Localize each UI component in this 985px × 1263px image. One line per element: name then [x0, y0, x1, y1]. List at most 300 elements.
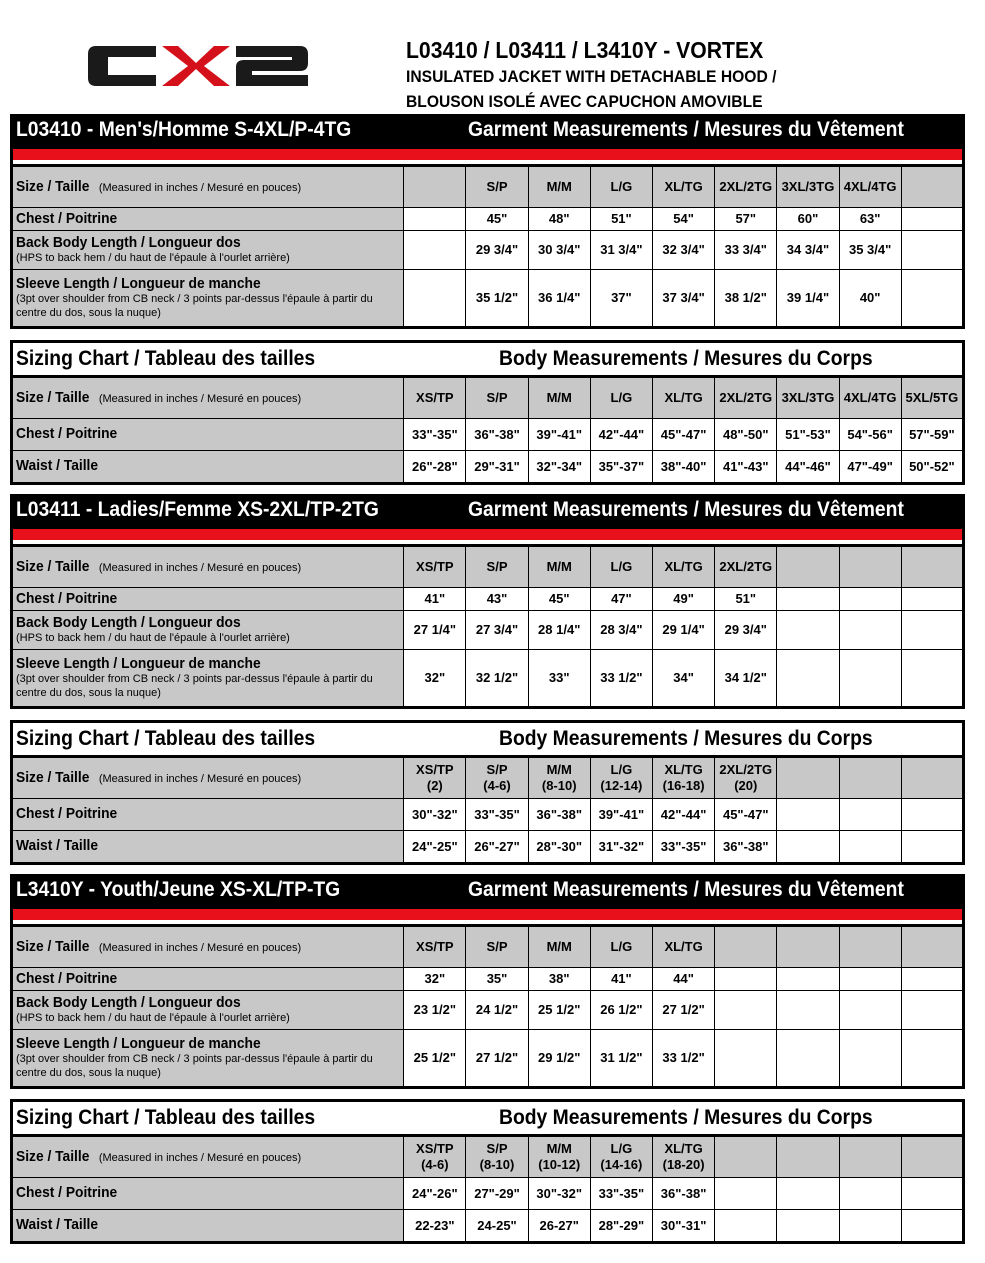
value-cell: 29 1/2" [528, 1030, 590, 1088]
value-cell: 38" [528, 968, 590, 991]
value-cell [777, 588, 839, 611]
size-header-cell: XS/TP [404, 377, 466, 419]
sizing-chart-title-bar [10, 720, 965, 755]
value-cell: 30 3/4" [528, 231, 590, 270]
size-header-cell [466, 1136, 528, 1178]
section-title-bar [10, 114, 965, 149]
value-cell: 45"-47" [652, 419, 714, 451]
value-cell: 30"-32" [404, 799, 466, 831]
value-cell: 26"-27" [466, 831, 528, 864]
back-length-row [12, 611, 964, 650]
value-cell: 49" [652, 588, 714, 611]
row-label-main: Size / Taille [16, 937, 90, 955]
size-header-cell: XS/TP [404, 926, 466, 968]
red-divider [10, 529, 965, 540]
cx2-logo [86, 41, 312, 91]
value-cell: 33 1/2" [652, 1030, 714, 1088]
row-label [12, 1030, 404, 1088]
row-label-note: (Measured in inches / Mesuré en pouces) [98, 392, 302, 405]
value-cell: 24-25" [466, 1210, 528, 1243]
value-cell: 38 1/2" [715, 270, 777, 328]
size-header-cell: 2XL/2TG [715, 166, 777, 208]
size-header-cell [652, 1136, 714, 1178]
value-cell: 28 1/4" [528, 611, 590, 650]
document-header [406, 36, 776, 114]
size-row [12, 1136, 964, 1178]
value-cell: 26 1/2" [590, 991, 652, 1030]
value-cell: 45"-47" [715, 799, 777, 831]
men-garment-section [10, 114, 965, 329]
size-header-cell: M/M [528, 546, 590, 588]
value-cell: 33"-35" [466, 799, 528, 831]
value-cell [839, 1178, 901, 1210]
value-cell: 33" [528, 650, 590, 708]
size-age: (18-20) [662, 1157, 705, 1172]
body-measurements-heading: Body Measurements / Mesures du Corps [499, 1106, 873, 1129]
value-cell [839, 650, 901, 708]
size-header-cell: S/P [466, 377, 528, 419]
value-cell [404, 270, 466, 328]
value-cell: 39"-41" [528, 419, 590, 451]
value-cell: 29 1/4" [652, 611, 714, 650]
value-cell: 25 1/2" [404, 1030, 466, 1088]
body-table [10, 1134, 965, 1244]
row-label-note: (Measured in inches / Mesuré en pouces) [98, 181, 302, 194]
value-cell: 48" [528, 208, 590, 231]
value-cell: 33"-35" [404, 419, 466, 451]
red-divider [10, 909, 965, 920]
size-label: L/G [610, 1141, 633, 1156]
row-label [12, 991, 404, 1030]
youth-garment-section [10, 874, 965, 1089]
size-header-cell: 5XL/5TG [901, 377, 963, 419]
size-header-cell [839, 546, 901, 588]
value-cell: 24"-25" [404, 831, 466, 864]
value-cell: 27 1/2" [466, 1030, 528, 1088]
value-cell: 23 1/2" [404, 991, 466, 1030]
row-label [12, 208, 404, 231]
value-cell: 36"-38" [528, 799, 590, 831]
row-label-note: (Measured in inches / Mesuré en pouces) [98, 941, 302, 954]
value-cell: 33 3/4" [715, 231, 777, 270]
value-cell: 41"-43" [715, 451, 777, 484]
value-cell: 44" [652, 968, 714, 991]
sizing-chart-heading: Sizing Chart / Tableau des tailles [16, 727, 316, 750]
value-cell: 63" [839, 208, 901, 231]
garment-measurements-heading: Garment Measurements / Mesures du Vêtement [468, 498, 904, 521]
back-length-row [12, 231, 964, 270]
size-header-cell: L/G [590, 166, 652, 208]
value-cell: 31"-32" [590, 831, 652, 864]
value-cell [901, 208, 963, 231]
value-cell [777, 1030, 839, 1088]
garment-table [10, 544, 965, 709]
row-label [12, 757, 404, 799]
row-label-main: Sleeve Length / Longueur de manche [16, 654, 261, 672]
value-cell: 41" [590, 968, 652, 991]
value-cell: 28"-30" [528, 831, 590, 864]
value-cell: 27 1/4" [404, 611, 466, 650]
value-cell: 29"-31" [466, 451, 528, 484]
section-title: L03410 - Men's/Homme S-4XL/P-4TG [16, 118, 352, 141]
value-cell: 40" [839, 270, 901, 328]
value-cell: 33"-35" [590, 1178, 652, 1210]
size-header-cell [901, 926, 963, 968]
row-label-main: Sleeve Length / Longueur de manche [16, 1034, 261, 1052]
value-cell [839, 799, 901, 831]
row-label [12, 546, 404, 588]
garment-table [10, 164, 965, 329]
size-header-cell: S/P [466, 926, 528, 968]
size-header-cell [466, 757, 528, 799]
value-cell: 47"-49" [839, 451, 901, 484]
row-label [12, 231, 404, 270]
size-header-cell: XL/TG [652, 377, 714, 419]
row-label [12, 451, 404, 484]
size-header-cell [901, 166, 963, 208]
value-cell [715, 1210, 777, 1243]
row-label-main: Size / Taille [16, 1147, 90, 1165]
size-header-cell [901, 757, 963, 799]
ladies-body-section [10, 720, 965, 865]
value-cell: 34" [652, 650, 714, 708]
size-label: XS/TP [416, 1141, 454, 1156]
row-label-main: Back Body Length / Longueur dos [16, 993, 241, 1011]
value-cell [839, 831, 901, 864]
value-cell: 34 3/4" [777, 231, 839, 270]
size-header-cell: XL/TG [652, 926, 714, 968]
size-age: (4-6) [483, 778, 511, 793]
waist-row [12, 1210, 964, 1243]
size-header-cell [528, 1136, 590, 1178]
value-cell: 42"-44" [652, 799, 714, 831]
value-cell [777, 1210, 839, 1243]
value-cell: 51" [715, 588, 777, 611]
value-cell: 48"-50" [715, 419, 777, 451]
row-label-note: (Measured in inches / Mesuré en pouces) [98, 561, 302, 574]
size-row [12, 377, 964, 419]
value-cell: 36 1/4" [528, 270, 590, 328]
body-measurements-heading: Body Measurements / Mesures du Corps [499, 727, 873, 750]
size-header-cell: M/M [528, 926, 590, 968]
value-cell [901, 991, 963, 1030]
size-label: M/M [546, 762, 572, 777]
row-label-main: Chest / Poitrine [16, 805, 118, 822]
row-label [12, 1178, 404, 1210]
row-label-main: Back Body Length / Longueur dos [16, 233, 241, 251]
size-label: XL/TG [664, 762, 703, 777]
garment-table [10, 924, 965, 1089]
value-cell: 54"-56" [839, 419, 901, 451]
row-label-note: (Measured in inches / Mesuré en pouces) [98, 772, 302, 785]
size-header-cell: M/M [528, 377, 590, 419]
value-cell: 44"-46" [777, 451, 839, 484]
value-cell: 28"-29" [590, 1210, 652, 1243]
value-cell [777, 650, 839, 708]
chest-row [12, 968, 964, 991]
row-label-note: (3pt over shoulder from CB neck / 3 points par-dessus l'épaule à partir du centre du dos, sous la nuque) [16, 292, 373, 319]
value-cell: 27 1/2" [652, 991, 714, 1030]
row-label-note: (3pt over shoulder from CB neck / 3 points par-dessus l'épaule à partir du centre du dos, sous la nuque) [16, 672, 373, 699]
row-label [12, 419, 404, 451]
value-cell: 36"-38" [715, 831, 777, 864]
chest-row [12, 799, 964, 831]
value-cell [901, 611, 963, 650]
row-label [12, 611, 404, 650]
value-cell: 33 1/2" [590, 650, 652, 708]
chest-row [12, 208, 964, 231]
value-cell [901, 831, 963, 864]
value-cell [777, 611, 839, 650]
size-header-cell [404, 166, 466, 208]
waist-row [12, 451, 964, 484]
row-label-main: Waist / Taille [16, 1216, 99, 1233]
value-cell [901, 968, 963, 991]
row-label [12, 1210, 404, 1243]
value-cell: 30"-32" [528, 1178, 590, 1210]
row-label-main: Size / Taille [16, 177, 90, 195]
row-label-main: Chest / Poitrine [16, 425, 118, 442]
back-length-row [12, 991, 964, 1030]
value-cell [839, 991, 901, 1030]
value-cell: 31 3/4" [590, 231, 652, 270]
document-subtitle-fr: BLOUSON ISOLÉ AVEC CAPUCHON AMOVIBLE [406, 92, 763, 111]
value-cell: 43" [466, 588, 528, 611]
value-cell: 25 1/2" [528, 991, 590, 1030]
size-label: M/M [546, 1141, 572, 1156]
size-header-cell: XS/TP [404, 546, 466, 588]
value-cell: 57" [715, 208, 777, 231]
value-cell [715, 991, 777, 1030]
size-header-cell: 3XL/3TG [777, 377, 839, 419]
value-cell [901, 650, 963, 708]
value-cell: 50"-52" [901, 451, 963, 484]
chest-row [12, 588, 964, 611]
sizing-chart-heading: Sizing Chart / Tableau des tailles [16, 347, 316, 370]
row-label-main: Sleeve Length / Longueur de manche [16, 274, 261, 292]
value-cell [715, 1030, 777, 1088]
waist-row [12, 831, 964, 864]
value-cell: 31 1/2" [590, 1030, 652, 1088]
size-label: XS/TP [416, 762, 454, 777]
value-cell [901, 270, 963, 328]
value-cell: 24"-26" [404, 1178, 466, 1210]
size-age: (8-10) [541, 778, 577, 793]
value-cell: 35" [466, 968, 528, 991]
size-label: 2XL/2TG [719, 762, 773, 777]
men-body-section [10, 340, 965, 485]
value-cell: 34 1/2" [715, 650, 777, 708]
value-cell: 51"-53" [777, 419, 839, 451]
size-header-cell [590, 757, 652, 799]
row-label-main: Waist / Taille [16, 837, 99, 854]
value-cell: 35"-37" [590, 451, 652, 484]
value-cell [777, 1178, 839, 1210]
value-cell [777, 799, 839, 831]
value-cell: 45" [528, 588, 590, 611]
value-cell: 54" [652, 208, 714, 231]
value-cell: 37 3/4" [652, 270, 714, 328]
size-age: (8-10) [479, 1157, 515, 1172]
row-label [12, 588, 404, 611]
size-label: S/P [486, 762, 508, 777]
value-cell: 26"-28" [404, 451, 466, 484]
value-cell: 41" [404, 588, 466, 611]
row-label [12, 166, 404, 208]
size-header-cell: 2XL/2TG [715, 377, 777, 419]
row-label-main: Size / Taille [16, 557, 90, 575]
size-row [12, 546, 964, 588]
value-cell [901, 799, 963, 831]
row-label-note: (HPS to back hem / du haut de l'épaule à l'ourlet arrière) [16, 631, 290, 644]
size-row [12, 166, 964, 208]
size-label: XL/TG [664, 1141, 703, 1156]
size-header-cell: L/G [590, 546, 652, 588]
value-cell: 60" [777, 208, 839, 231]
value-cell: 28 3/4" [590, 611, 652, 650]
value-cell: 36"-38" [652, 1178, 714, 1210]
value-cell: 30"-31" [652, 1210, 714, 1243]
size-header-cell [590, 1136, 652, 1178]
size-header-cell: XL/TG [652, 166, 714, 208]
value-cell: 36"-38" [466, 419, 528, 451]
value-cell: 22-23" [404, 1210, 466, 1243]
size-header-cell: 2XL/2TG [715, 546, 777, 588]
row-label-note: (HPS to back hem / du haut de l'épaule à l'ourlet arrière) [16, 251, 290, 264]
row-label [12, 799, 404, 831]
row-label-main: Size / Taille [16, 388, 90, 406]
size-age: (4-6) [421, 1157, 449, 1172]
value-cell: 32" [404, 650, 466, 708]
size-header-cell: S/P [466, 166, 528, 208]
value-cell [404, 208, 466, 231]
size-age: (12-14) [600, 778, 643, 793]
size-header-cell [839, 757, 901, 799]
value-cell: 29 3/4" [466, 231, 528, 270]
value-cell: 24 1/2" [466, 991, 528, 1030]
size-header-cell [404, 1136, 466, 1178]
value-cell [901, 588, 963, 611]
section-title: L3410Y - Youth/Jeune XS-XL/TP-TG [16, 878, 341, 901]
value-cell [715, 968, 777, 991]
row-label-main: Chest / Poitrine [16, 969, 118, 987]
sizing-chart-heading: Sizing Chart / Tableau des tailles [16, 1106, 316, 1129]
chest-row [12, 419, 964, 451]
size-header-cell [715, 1136, 777, 1178]
value-cell: 27 3/4" [466, 611, 528, 650]
size-header-cell: L/G [590, 377, 652, 419]
value-cell: 39 1/4" [777, 270, 839, 328]
size-age: (16-18) [662, 778, 705, 793]
sleeve-length-row [12, 270, 964, 328]
value-cell: 35 3/4" [839, 231, 901, 270]
red-divider [10, 149, 965, 160]
row-label-note: (Measured in inches / Mesuré en pouces) [98, 1151, 302, 1164]
size-age: (2) [426, 778, 443, 793]
value-cell: 32" [404, 968, 466, 991]
value-cell: 26-27" [528, 1210, 590, 1243]
sizing-chart-title-bar [10, 340, 965, 375]
sleeve-length-row [12, 1030, 964, 1088]
document-subtitle-en: INSULATED JACKET WITH DETACHABLE HOOD / [406, 67, 777, 86]
section-title: L03411 - Ladies/Femme XS-2XL/TP-2TG [16, 498, 379, 521]
value-cell: 39"-41" [590, 799, 652, 831]
size-header-cell [404, 757, 466, 799]
body-table [10, 755, 965, 865]
size-age: (14-16) [600, 1157, 643, 1172]
size-header-cell [777, 926, 839, 968]
value-cell [901, 1210, 963, 1243]
value-cell [404, 231, 466, 270]
size-header-cell: M/M [528, 166, 590, 208]
row-label-main: Size / Taille [16, 768, 90, 786]
size-header-cell [715, 757, 777, 799]
size-header-cell [528, 757, 590, 799]
size-header-cell [839, 1136, 901, 1178]
garment-measurements-heading: Garment Measurements / Mesures du Vêtement [468, 878, 904, 901]
row-label [12, 831, 404, 864]
value-cell: 37" [590, 270, 652, 328]
body-measurements-heading: Body Measurements / Mesures du Corps [499, 347, 873, 370]
size-header-cell: L/G [590, 926, 652, 968]
size-header-cell: 4XL/4TG [839, 166, 901, 208]
value-cell: 33"-35" [652, 831, 714, 864]
size-header-cell: S/P [466, 546, 528, 588]
document-title: L03410 / L03411 / L3410Y - VORTEX [406, 37, 764, 63]
row-label [12, 968, 404, 991]
value-cell: 32 3/4" [652, 231, 714, 270]
value-cell: 45" [466, 208, 528, 231]
row-label [12, 1136, 404, 1178]
value-cell [901, 1030, 963, 1088]
sizing-chart-title-bar [10, 1099, 965, 1134]
size-header-cell [901, 1136, 963, 1178]
value-cell: 47" [590, 588, 652, 611]
row-label-main: Waist / Taille [16, 457, 99, 474]
value-cell: 29 3/4" [715, 611, 777, 650]
value-cell [839, 588, 901, 611]
size-header-cell [839, 926, 901, 968]
size-header-cell: XL/TG [652, 546, 714, 588]
size-age: (20) [734, 778, 758, 793]
value-cell: 32"-34" [528, 451, 590, 484]
value-cell [777, 968, 839, 991]
size-header-cell [652, 757, 714, 799]
row-label-main: Chest / Poitrine [16, 1184, 118, 1201]
value-cell: 57"-59" [901, 419, 963, 451]
row-label [12, 270, 404, 328]
value-cell: 27"-29" [466, 1178, 528, 1210]
size-label: S/P [486, 1141, 508, 1156]
row-label-note: (HPS to back hem / du haut de l'épaule à l'ourlet arrière) [16, 1011, 290, 1024]
size-row [12, 757, 964, 799]
value-cell [901, 1178, 963, 1210]
size-label: L/G [610, 762, 633, 777]
value-cell: 38"-40" [652, 451, 714, 484]
garment-measurements-heading: Garment Measurements / Mesures du Vêtement [468, 118, 904, 141]
body-table [10, 375, 965, 485]
value-cell: 35 1/2" [466, 270, 528, 328]
value-cell [839, 611, 901, 650]
row-label [12, 926, 404, 968]
chest-row [12, 1178, 964, 1210]
value-cell [839, 1030, 901, 1088]
section-title-bar [10, 494, 965, 529]
value-cell [715, 1178, 777, 1210]
value-cell: 51" [590, 208, 652, 231]
row-label-note: (3pt over shoulder from CB neck / 3 points par-dessus l'épaule à partir du centre du dos, sous la nuque) [16, 1052, 373, 1079]
value-cell [901, 231, 963, 270]
